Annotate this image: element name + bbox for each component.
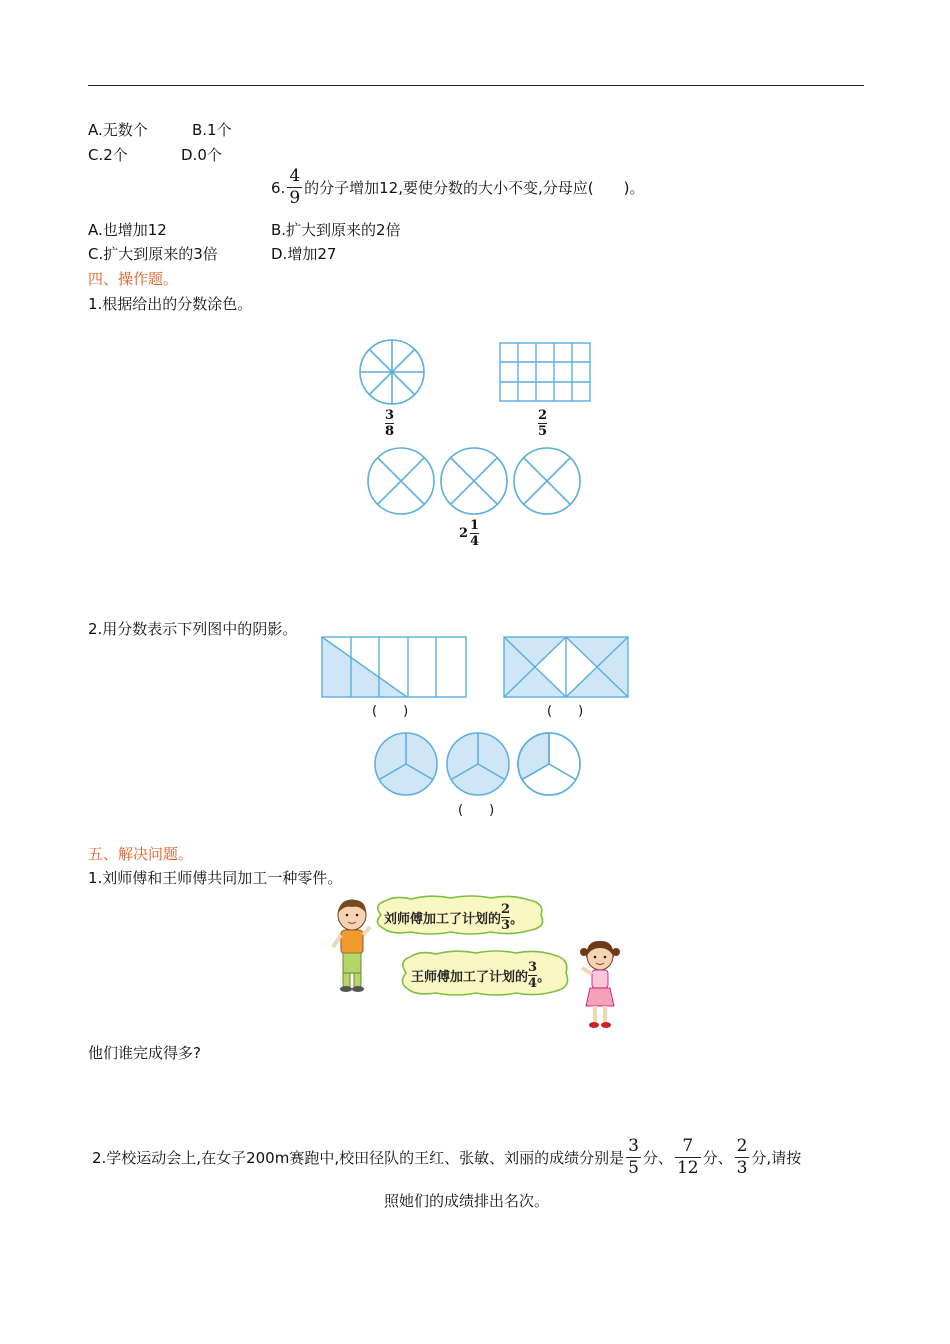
quarter-circles-figure <box>366 446 582 516</box>
p2-unit-3: 分,请按 <box>751 1149 802 1167</box>
q6-question <box>271 168 644 207</box>
bubble-2-num: 3 <box>528 960 538 975</box>
circle-label-den: 8 <box>385 424 395 439</box>
section5-heading: 五、解决问题。 <box>88 845 194 863</box>
bubble-2-text <box>411 961 550 990</box>
grid-label-num: 2 <box>538 408 548 423</box>
blank-1[interactable]: ( ) <box>372 704 409 719</box>
circle-fraction-label <box>385 409 394 438</box>
q6-frac-den: 9 <box>289 188 301 208</box>
p2-unit-1: 分、 <box>642 1149 673 1167</box>
section5-p2-line2: 照她们的成绩排出名次。 <box>384 1192 550 1210</box>
bubble-1-den: 3 <box>501 918 511 933</box>
q6-option-a: A.也增加12 <box>88 221 167 239</box>
rect-triangle-figure <box>321 636 467 698</box>
bubble-1-period: 。 <box>510 912 524 927</box>
p2-fraction-2 <box>675 1138 701 1177</box>
q6-option-c: C.扩大到原来的3倍 <box>88 245 218 263</box>
bubble-1-text <box>384 903 523 932</box>
bubble-1-num: 2 <box>501 902 511 917</box>
q6-fraction <box>287 168 302 207</box>
q6-number: 6. <box>271 178 286 197</box>
bubble-2-den: 4 <box>528 976 538 991</box>
p2-f2-den: 12 <box>676 1158 699 1178</box>
header-rule <box>88 85 864 86</box>
section4-heading: 四、操作题。 <box>88 270 179 288</box>
p2-fraction-3 <box>735 1138 750 1177</box>
bubble-1-label: 刘师傅加工了计划的 <box>384 912 502 927</box>
q5-option-d: D.0个 <box>181 146 222 164</box>
section5-question: 他们谁完成得多? <box>88 1044 201 1062</box>
mixed-number-label <box>459 519 479 548</box>
bubble-2-fraction <box>528 961 537 990</box>
q6-option-d: D.增加27 <box>271 245 337 263</box>
girl-illustration <box>578 938 622 1034</box>
mixed-den: 4 <box>470 534 480 549</box>
grid-figure <box>499 342 591 402</box>
grid-label-den: 5 <box>538 424 548 439</box>
circle-eighths-figure <box>358 338 426 406</box>
q6-text: 的分子增加12,要使分数的大小不变,分母应( )。 <box>304 179 645 197</box>
p2-f3-num: 2 <box>736 1136 748 1156</box>
section4-p1: 1.根据给出的分数涂色。 <box>88 295 253 313</box>
blank-3[interactable]: ( ) <box>458 803 495 818</box>
q6-frac-num: 4 <box>289 166 301 186</box>
bubble-2-label: 王师傅加工了计划的 <box>411 970 529 985</box>
thirds-circles-figure <box>373 731 583 797</box>
section5-p1: 1.刘师傅和王师傅共同加工一种零件。 <box>88 869 343 887</box>
blank-2[interactable]: ( ) <box>547 704 584 719</box>
p2-unit-2: 分、 <box>702 1149 733 1167</box>
bubble-1-fraction <box>501 903 510 932</box>
p2-text: 2.学校运动会上,在女子200m赛跑中,校田径队的王红、张敏、刘丽的成绩分别是 <box>92 1149 625 1167</box>
p2-f1-den: 5 <box>628 1158 639 1178</box>
q5-option-b: B.1个 <box>192 121 232 139</box>
mixed-fraction <box>470 519 479 548</box>
p2-f2-num: 7 <box>682 1136 694 1156</box>
q5-option-c: C.2个 <box>88 146 128 164</box>
q5-option-a: A.无数个 <box>88 121 148 139</box>
mixed-whole: 2 <box>459 526 469 541</box>
p2-f3-den: 3 <box>736 1158 748 1178</box>
circle-label-num: 3 <box>385 408 395 423</box>
p2-fraction-1 <box>626 1138 641 1177</box>
section4-p2: 2.用分数表示下列图中的阴影。 <box>88 620 298 638</box>
q6-option-b: B.扩大到原来的2倍 <box>271 221 401 239</box>
rect-diamond-figure <box>503 636 629 698</box>
p2-f1-num: 3 <box>628 1136 639 1156</box>
grid-fraction-label <box>538 409 547 438</box>
mixed-num: 1 <box>470 518 480 533</box>
section5-p2 <box>92 1138 801 1177</box>
bubble-2-period: 。 <box>537 970 551 985</box>
boy-illustration <box>330 897 374 993</box>
